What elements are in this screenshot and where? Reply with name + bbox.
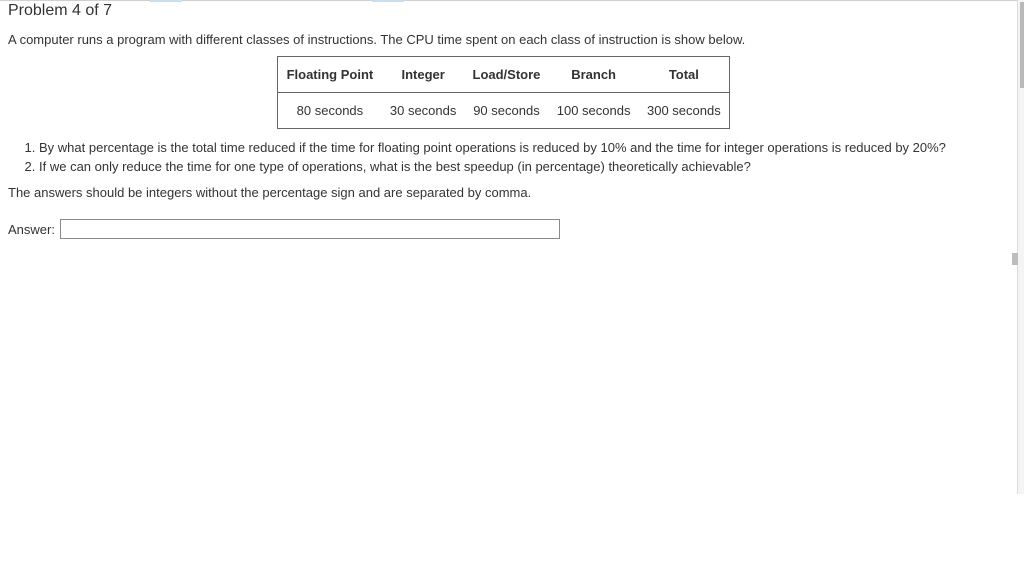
table-header-cell: Floating Point	[278, 57, 382, 93]
problem-title: Problem 4 of 7	[8, 2, 120, 20]
problem-intro: A computer runs a program with different classes of instructions. The CPU time spent on each class of instruction is show below.	[8, 32, 746, 47]
table-header-row	[278, 57, 730, 93]
table-cell: 80 seconds	[296, 103, 364, 118]
question-item: 1. By what percentage is the total time reduced if the time for floating point operations is reduced by 10% and the time for integer operations is reduced by 20%?	[39, 138, 946, 157]
answer-instructions: The answers should be integers without the percentage sign and are separated by comma.	[8, 185, 532, 200]
answer-input[interactable]	[60, 219, 560, 239]
table-header-cell: Total	[639, 57, 730, 93]
question-item: 2. If we can only reduce the time for one type of operations, what is the best speedup (in percentage) theoretically achievable?	[39, 157, 946, 176]
scroll-marker	[1012, 253, 1018, 265]
cpu-time-table	[277, 56, 730, 129]
answer-label: Answer:	[8, 222, 55, 237]
table-cell: 100 seconds	[556, 103, 631, 118]
table-row	[278, 93, 730, 129]
scrollbar-thumb[interactable]	[1020, 2, 1024, 88]
table-cell: 300 seconds	[646, 103, 721, 118]
table-header-cell: Load/Store	[464, 57, 548, 93]
table-cell: 90 seconds	[473, 103, 540, 118]
table-cell: 30 seconds	[389, 103, 457, 118]
top-accent-mark	[150, 0, 182, 2]
table-header-cell: Branch	[549, 57, 639, 93]
top-accent-mark	[372, 0, 404, 2]
question-list	[22, 138, 946, 176]
table-header-cell: Integer	[382, 57, 465, 93]
